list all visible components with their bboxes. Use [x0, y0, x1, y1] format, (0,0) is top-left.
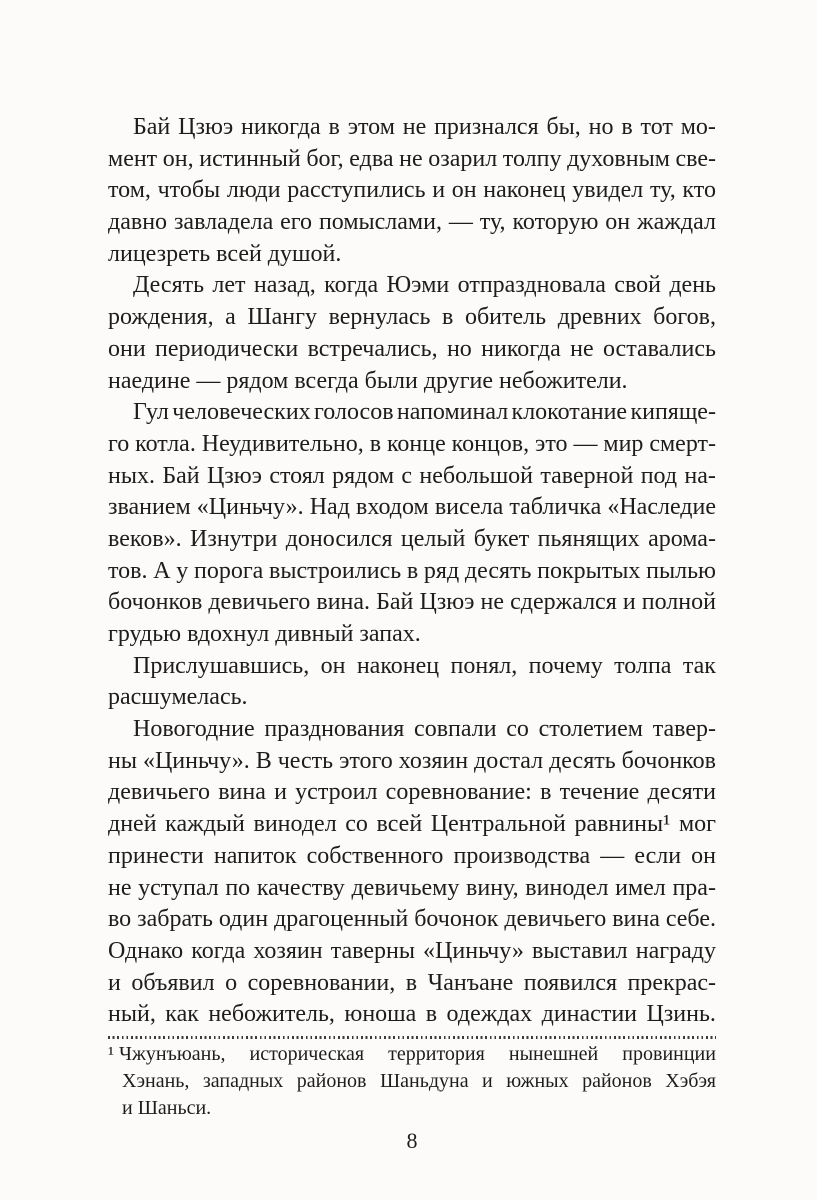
- text-line: ¹ Чжунъюань, историческая территория нынешней провинции: [108, 1042, 716, 1065]
- text-line: расшумелась.: [108, 684, 248, 711]
- body-paragraph: [108, 716, 716, 1033]
- text-line: наедине — рядом всегда были другие небожители.: [108, 367, 628, 394]
- footnote-separator: [108, 1036, 716, 1039]
- body-paragraph: [108, 399, 716, 653]
- text-line: том, чтобы люди расступились и он наконец увидел ту, кто: [108, 177, 716, 204]
- text-line: во забрать один драгоценный бочонок девичьего вина себе.: [108, 906, 716, 933]
- text-line: Хэнань, западных районов Шаньдуна и южных районов Хэбэя: [122, 1069, 716, 1092]
- text-line: принести напиток собственного производства — если он: [108, 842, 716, 869]
- text-block: [108, 114, 716, 1154]
- text-line: Новогодние празднования совпали со столетием тавер-: [133, 716, 716, 743]
- text-line: дней каждый винодел со всей Центральной равнины¹ мог: [108, 811, 716, 838]
- body-paragraph: [108, 114, 716, 272]
- text-line: Бай Цзюэ никогда в этом не признался бы, но в тот мо-: [133, 114, 716, 140]
- text-line: давно завладела его помыслами, — ту, которую он жаждал: [108, 209, 716, 236]
- text-line: Гул человеческих голосов напоминал клокотание кипяще-: [133, 399, 716, 426]
- text-line: ный, как небожитель, юноша в одеждах династии Цзинь.: [108, 1001, 716, 1028]
- text-line: грудью вдохнул дивный запах.: [108, 621, 421, 647]
- text-line: ны «Циньчу». В честь этого хозяин достал десять бочонков: [108, 747, 716, 774]
- text-line: мент он, истинный бог, едва не озарил толпу духовным све-: [108, 145, 716, 172]
- text-line: лицезреть всей душой.: [108, 240, 342, 267]
- text-line: ных. Бай Цзюэ стоял рядом с небольшой таверной под на-: [108, 462, 716, 489]
- text-line: званием «Циньчу». Над входом висела табличка «Наследие: [108, 494, 716, 521]
- text-line: го котла. Неудивительно, в конце концов, это — мир смерт-: [108, 430, 716, 457]
- text-line: Прислушавшись, он наконец понял, почему толпа так: [133, 652, 716, 679]
- text-line: девичьего вина и устроил соревнование: в течение десяти: [108, 779, 716, 806]
- text-line: они периодически встречались, но никогда не оставались: [108, 335, 716, 362]
- body-paragraph: [108, 653, 716, 716]
- text-line: бочонков девичьего вина. Бай Цзюэ не сдержался и полной: [108, 589, 716, 616]
- text-line: Однако когда хозяин таверны «Циньчу» выставил награду: [108, 937, 716, 964]
- text-line: тов. А у порога выстроились в ряд десять покрытых пылью: [108, 557, 716, 584]
- page-number: 8: [406, 1127, 418, 1153]
- text-line: рождения, а Шангу вернулась в обитель древних богов,: [108, 304, 716, 331]
- body-paragraph: [108, 272, 716, 399]
- text-line: не уступал по качеству девичьему вину, винодел имел пра-: [108, 874, 716, 901]
- text-line: веков». Изнутри доносился целый букет пьянящих арома-: [108, 525, 716, 552]
- text-line: и Шаньси.: [122, 1096, 212, 1119]
- text-line: и объявил о соревновании, в Чанъане появился прекрас-: [108, 969, 716, 996]
- footnote: [108, 1043, 716, 1124]
- text-line: Десять лет назад, когда Юэми отпраздновала свой день: [133, 272, 716, 299]
